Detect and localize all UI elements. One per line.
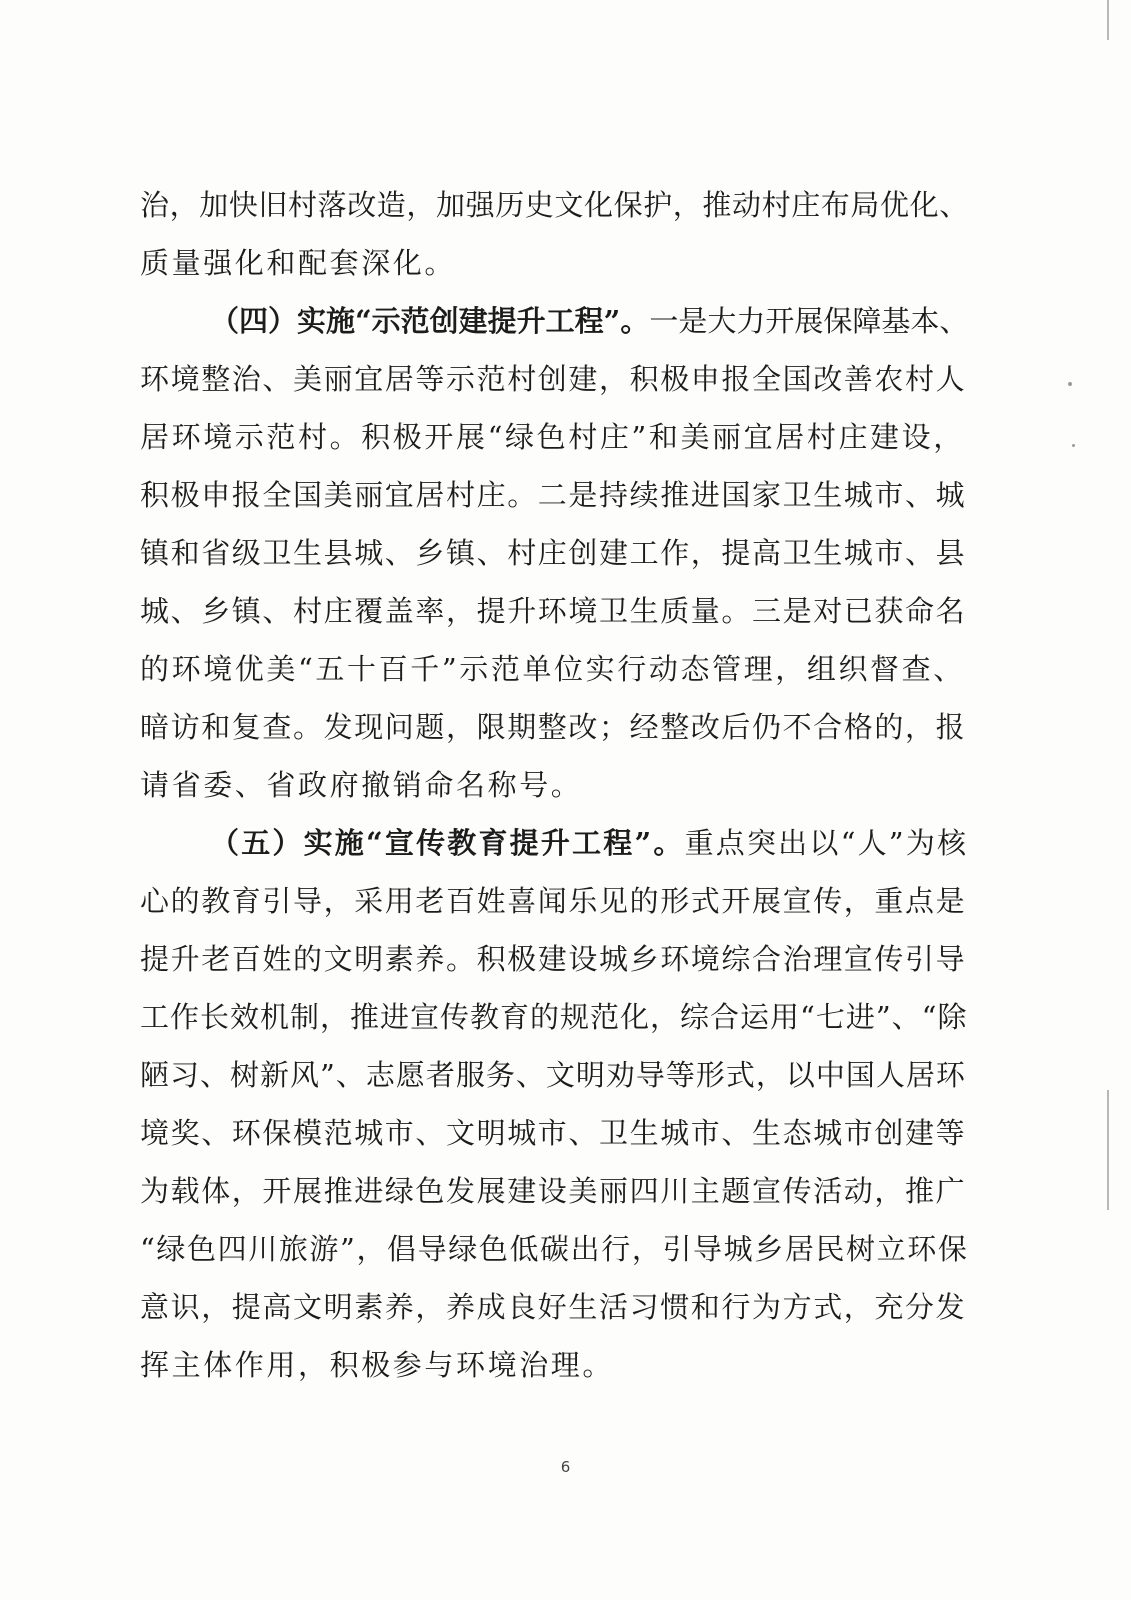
scan-speck xyxy=(1072,444,1075,447)
text-line: 质量强化和配套深化。 xyxy=(140,246,457,280)
text-segment: 一是大力开展保障基本、 xyxy=(649,304,969,338)
text-line: 环境整治、美丽宜居等示范村创建，积极申报全国改善农村人 xyxy=(140,362,967,396)
text-line: 提升老百姓的文明素养。积极建设城乡环境综合治理宣传引导 xyxy=(140,942,967,976)
text-line: 积极申报全国美丽宜居村庄。二是持续推进国家卫生城市、城 xyxy=(140,478,967,512)
text-line: 挥主体作用，积极参与环境治理。 xyxy=(140,1348,615,1382)
text-line: 意识，提高文明素养，养成良好生活习惯和行为方式，充分发 xyxy=(140,1290,967,1324)
section-heading-line xyxy=(140,814,970,872)
section-heading: （四）实施“示范创建提升工程”。 xyxy=(210,304,650,338)
text-line: 境奖、环保模范城市、文明城市、卫生城市、生态城市创建等 xyxy=(140,1116,967,1150)
text-line: 请省委、省政府撤销命名称号。 xyxy=(140,768,583,802)
text-segment: 重点突出以“人”为核 xyxy=(684,826,969,860)
text-line: 陋习、树新风”、志愿者服务、文明劝导等形式，以中国人居环 xyxy=(140,1058,966,1092)
section-heading: （五）实施“宣传教育提升工程”。 xyxy=(210,826,685,860)
text-line: 为载体，开展推进绿色发展建设美丽四川主题宣传活动，推广 xyxy=(140,1174,967,1208)
text-line: 城、乡镇、村庄覆盖率，提升环境卫生质量。三是对已获命名 xyxy=(140,594,967,628)
binding-mark-bottom xyxy=(1107,1090,1109,1210)
text-line: 心的教育引导，采用老百姓喜闻乐见的形式开展宣传，重点是 xyxy=(140,884,967,918)
binding-mark-top xyxy=(1107,0,1109,40)
scan-speck xyxy=(1068,382,1072,386)
text-line: 镇和省级卫生县城、乡镇、村庄创建工作，提高卫生城市、县 xyxy=(140,536,967,570)
page-number: 6 xyxy=(560,1458,571,1476)
text-line: 暗访和复查。发现问题，限期整改；经整改后仍不合格的，报 xyxy=(140,710,967,744)
text-line: 治，加快旧村落改造，加强历史文化保护，推动村庄布局优化、 xyxy=(140,188,969,222)
text-line: “绿色四川旅游”，倡导绿色低碳出行，引导城乡居民树立环保 xyxy=(140,1232,969,1266)
body-text xyxy=(140,176,970,1394)
text-line: 居环境示范村。积极开展“绿色村庄”和美丽宜居村庄建设， xyxy=(140,420,965,454)
text-line: 的环境优美“五十百千”示范单位实行动态管理，组织督查、 xyxy=(140,652,965,686)
text-line: 工作长效机制，推进宣传教育的规范化，综合运用“七进”、“除 xyxy=(140,1000,968,1034)
section-heading-line xyxy=(140,292,970,350)
